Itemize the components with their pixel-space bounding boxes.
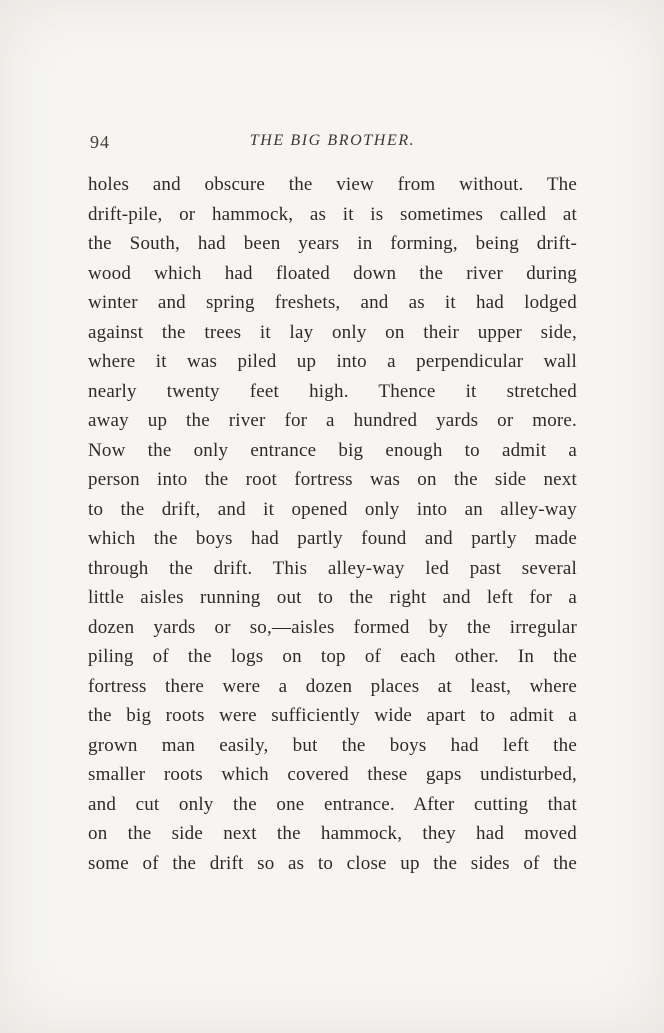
text-line: where it was piled up into a perpendicular wall (88, 351, 577, 372)
text-line: the big roots were sufficiently wide apart to admit a (88, 705, 577, 726)
text-line: some of the drift so as to close up the sides of the (88, 852, 577, 874)
text-line: little aisles running out to the right and left for a (88, 587, 577, 608)
text-line: fortress there were a dozen places at least, where (88, 675, 577, 697)
text-line: which the boys had partly found and partly made (88, 528, 577, 549)
text-line: smaller roots which covered these gaps undisturbed, (88, 764, 577, 785)
text-line: wood which had floated down the river during (88, 262, 577, 284)
text-line: Now the only entrance big enough to admit a (88, 439, 577, 461)
text-line: grown man easily, but the boys had left the (88, 734, 577, 756)
page-header-row (88, 130, 577, 154)
text-line: to the drift, and it opened only into an alley-way (88, 498, 577, 520)
text-line: nearly twenty feet high. Thence it stretched (88, 380, 577, 402)
text-line: and cut only the one entrance. After cutting that (88, 793, 577, 815)
text-line: piling of the logs on top of each other. In the (88, 646, 577, 667)
page-text (88, 170, 577, 878)
text-line: dozen yards or so,—aisles formed by the irregular (88, 616, 577, 638)
text-line: holes and obscure the view from without. The (88, 174, 577, 195)
text-line: against the trees it lay only on their upper side, (88, 321, 577, 343)
text-line: person into the root fortress was on the side next (88, 469, 577, 490)
text-line: winter and spring freshets, and as it had lodged (88, 292, 577, 313)
text-line: on the side next the hammock, they had moved (88, 823, 577, 844)
text-line: the South, had been years in forming, being drift- (88, 233, 577, 254)
page-number: 94 (90, 132, 110, 152)
text-line: away up the river for a hundred yards or more. (88, 410, 577, 431)
text-line: drift-pile, or hammock, as it is sometimes called at (88, 203, 577, 225)
running-header: THE BIG BROTHER. (249, 132, 416, 149)
text-line: through the drift. This alley-way led past several (88, 557, 577, 579)
